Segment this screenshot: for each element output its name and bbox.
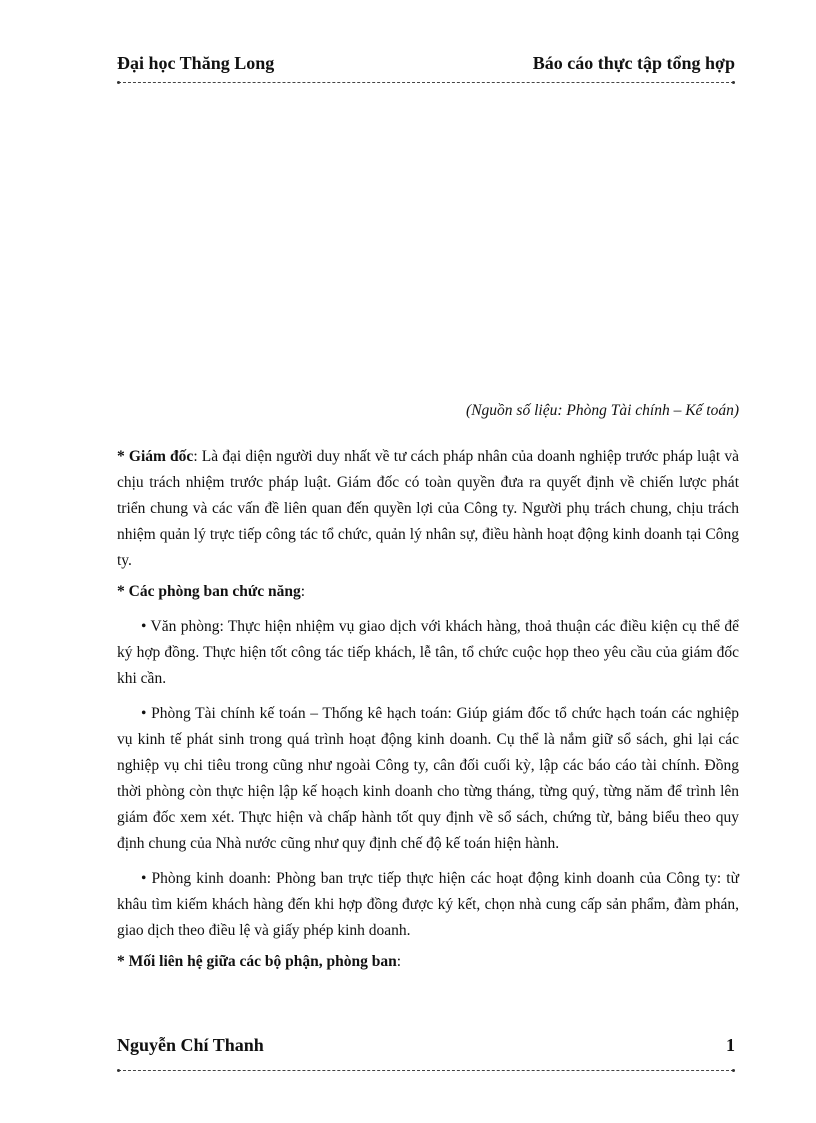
document-body — [117, 444, 739, 975]
department-item-finance: • Phòng Tài chính kế toán – Thống kê hạch toán: Giúp giám đốc tổ chức hạch toán các nghiệp vụ kinh tế phát sinh trong quá trình hoạt động kinh doanh. Cụ thể là nắm giữ sổ sách, ghi lại các nghiệp vụ chi tiêu trong cũng như ngoài Công ty, cân đối cuối kỳ, lập các báo cáo tài chính. Đồng thời phòng còn thực hiện lập kế hoạch kinh doanh cho từng tháng, từng quý, từng năm để trình lên giám đốc xem xét. Thực hiện và chấp hành tốt quy định về sổ sách, chứng từ, bảng biểu theo quy định chung của Nhà nước cũng như quy định chế độ kế toán hiện hành. — [117, 705, 739, 852]
departments-heading-line — [117, 579, 739, 605]
page-header — [117, 48, 735, 74]
departments-heading: * Các phòng ban chức năng — [117, 583, 301, 600]
relations-colon: : — [396, 953, 402, 970]
director-text: : Là đại diện người duy nhất về tư cách pháp nhân của doanh nghiệp trước pháp luật và chịu trách nhiệm trước pháp luật. Giám đốc có toàn quyền đưa ra quyết định về chiến lược phát triển chung và các vấn đề liên quan đến quyền lợi của Công ty. Người phụ trách chung, chịu trách nhiệm quản lý trực tiếp công tác tổ chức, quản lý nhân sự, điều hành hoạt động kinh doanh tại Công ty. — [117, 448, 739, 569]
department-item-office: • Văn phòng: Thực hiện nhiệm vụ giao dịch với khách hàng, thoả thuận các điều kiện cụ thể để ký hợp đồng. Thực hiện tốt công tác tiếp khách, lễ tân, tổ chức cuộc họp theo yêu cầu của giám đốc khi cần. — [117, 618, 739, 687]
director-paragraph — [117, 444, 739, 574]
director-heading: * Giám đốc — [117, 448, 194, 465]
page-footer — [117, 1032, 739, 1056]
header-university: Đại học Thăng Long — [117, 53, 275, 73]
relations-heading: * Mối liên hệ giữa các bộ phận, phòng ban — [117, 953, 397, 970]
page-number: 1 — [726, 1035, 735, 1055]
source-note: (Nguồn số liệu: Phòng Tài chính – Kế toán) — [466, 402, 739, 419]
footer-author: Nguyễn Chí Thanh — [117, 1035, 264, 1055]
header-report-title: Báo cáo thực tập tổng hợp — [532, 53, 735, 73]
departments-colon: : — [300, 583, 306, 600]
department-item-sales: • Phòng kinh doanh: Phòng ban trực tiếp thực hiện các hoạt động kinh doanh của Công ty: từ khâu tìm kiếm khách hàng đến khi hợp đồng được ký kết, chọn nhà cung cấp sản phẩm, đàm phán, giao dịch theo điều lệ và giấy phép kinh doanh. — [117, 870, 739, 939]
footer-divider — [118, 1070, 734, 1071]
header-divider — [118, 82, 734, 83]
relations-heading-line — [117, 949, 739, 975]
